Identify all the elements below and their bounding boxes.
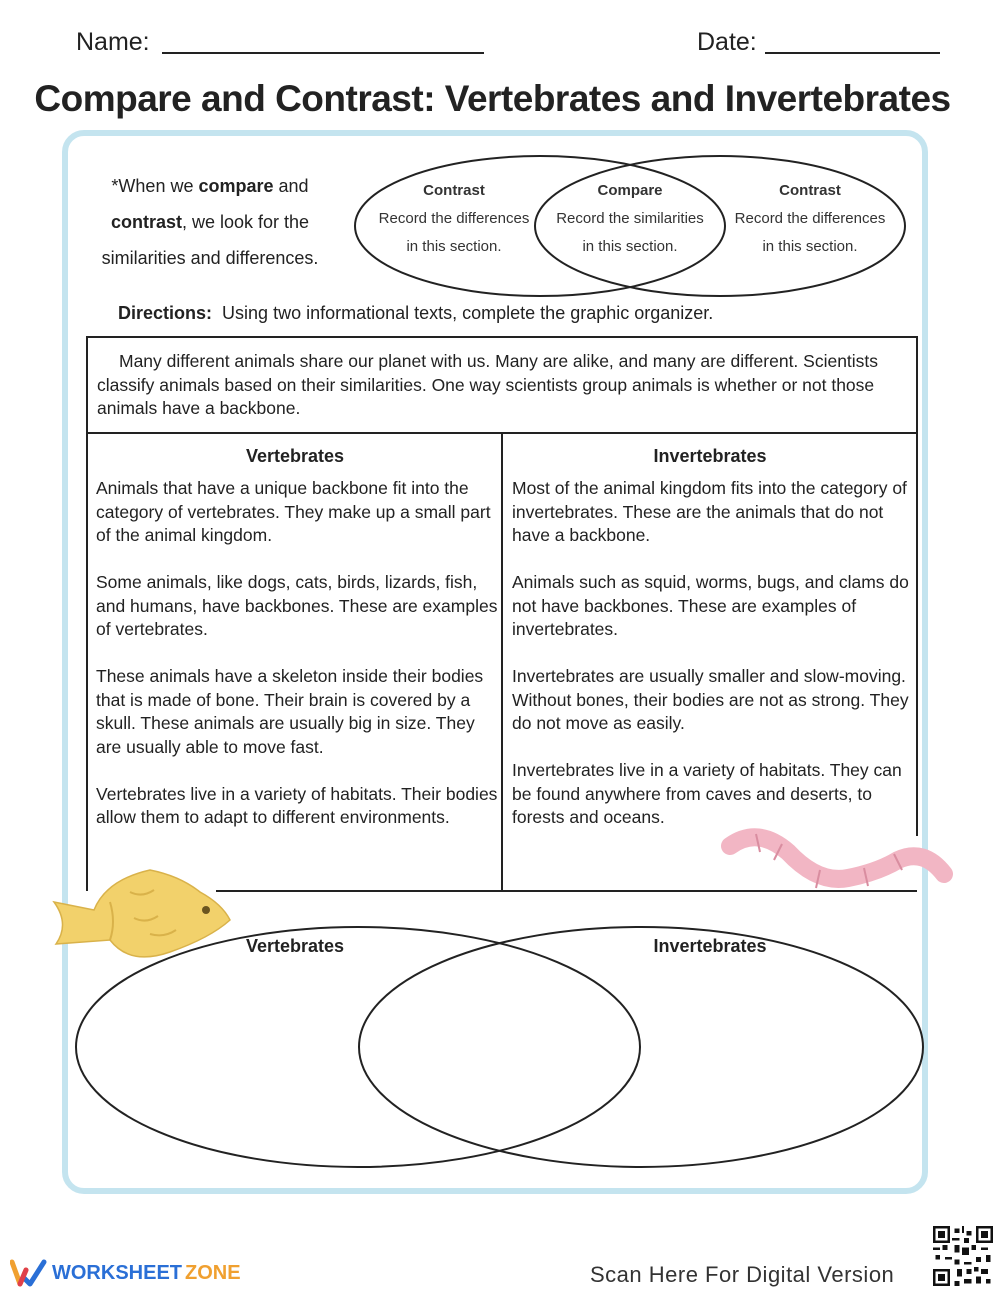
- key-venn-left-line2: in this section.: [406, 238, 502, 255]
- invertebrates-paragraph: Invertebrates are usually smaller and slow-moving. Without bones, their bodies are not as strong. They do not move as easily.: [512, 666, 909, 733]
- key-venn-left-text: [372, 177, 536, 261]
- vertebrates-column: [96, 477, 498, 853]
- date-field[interactable]: [765, 52, 940, 54]
- brand-logo: [10, 1258, 241, 1288]
- key-venn-left-line1: Record the differences: [378, 210, 530, 227]
- vertebrates-paragraph: Animals that have a unique backbone fit into the category of vertebrates. They make up a small part of the animal kingdom.: [96, 478, 491, 545]
- key-venn-right-line2: in this section.: [762, 238, 858, 255]
- passage-text: Many different animals share our planet with us. Many are alike, and many are different. Scientists classify animals based on their similarities. One way scientists group animals is whether or not those animals have a backbone.: [97, 351, 879, 418]
- key-venn-right-heading: Contrast: [779, 182, 841, 199]
- scan-text: Scan Here For Digital Version: [590, 1262, 895, 1287]
- venn-diagram: [74, 925, 928, 1169]
- intro-bold-compare: compare: [198, 176, 274, 196]
- key-venn-left-heading: Contrast: [423, 182, 485, 199]
- vertebrates-heading: Vertebrates: [245, 446, 345, 466]
- invertebrates-paragraph: Most of the animal kingdom fits into the category of invertebrates. These are the animals that do not have a backbone.: [512, 478, 907, 545]
- venn-right-label: Invertebrates: [653, 936, 767, 956]
- directions: [118, 303, 713, 324]
- intro-part1: *When we: [111, 176, 199, 196]
- vertebrates-paragraph: These animals have a skeleton inside their bodies that is made of bone. Their brain is covered by a skull. These animals are usually big in size. They are usually able to move fast.: [96, 666, 484, 757]
- brand-name-worksheet: WORKSHEET: [52, 1261, 182, 1284]
- directions-label: Directions:: [118, 303, 213, 323]
- invertebrates-heading: Invertebrates: [653, 446, 767, 466]
- invertebrates-paragraph: Invertebrates live in a variety of habitats. They can be found anywhere from caves and deserts, to forests and oceans.: [512, 760, 902, 827]
- vertebrates-paragraph: Vertebrates live in a variety of habitats. Their bodies allow them to adapt to different environments.: [96, 783, 498, 827]
- date-label: Date:: [697, 28, 757, 56]
- key-venn-middle-text: [548, 177, 712, 261]
- intro-bold-contrast: contrast: [110, 212, 182, 232]
- brand-logo-icon: [10, 1258, 48, 1288]
- key-venn-right-text: [728, 177, 892, 261]
- key-venn-middle-line1: Record the similarities: [556, 210, 704, 227]
- invertebrates-column: [512, 477, 910, 853]
- invertebrates-paragraph: Animals such as squid, worms, bugs, and clams do not have backbones. These are examples of invertebrates.: [512, 572, 909, 639]
- intro-part2: and: [273, 176, 309, 196]
- key-venn-right-line1: Record the differences: [734, 210, 886, 227]
- intro-text: [90, 168, 330, 276]
- qr-code-icon[interactable]: [933, 1226, 993, 1286]
- page-title: Compare and Contrast: Vertebrates and Invertebrates: [34, 78, 951, 119]
- name-label: Name:: [76, 28, 150, 56]
- worm-icon: [718, 826, 956, 900]
- venn-left-label: Vertebrates: [245, 936, 345, 956]
- vertebrates-paragraph: Some animals, like dogs, cats, birds, lizards, fish, and humans, have backbones. These are examples of vertebrates.: [96, 572, 498, 639]
- intro-part3: , we look for the similarities and differences.: [101, 212, 319, 268]
- key-venn-middle-line2: in this section.: [582, 238, 678, 255]
- name-field[interactable]: [162, 52, 484, 54]
- directions-text: Using two informational texts, complete the graphic organizer.: [222, 303, 714, 323]
- key-venn-middle-heading: Compare: [597, 182, 663, 199]
- brand-name-zone: ZONE: [185, 1261, 241, 1284]
